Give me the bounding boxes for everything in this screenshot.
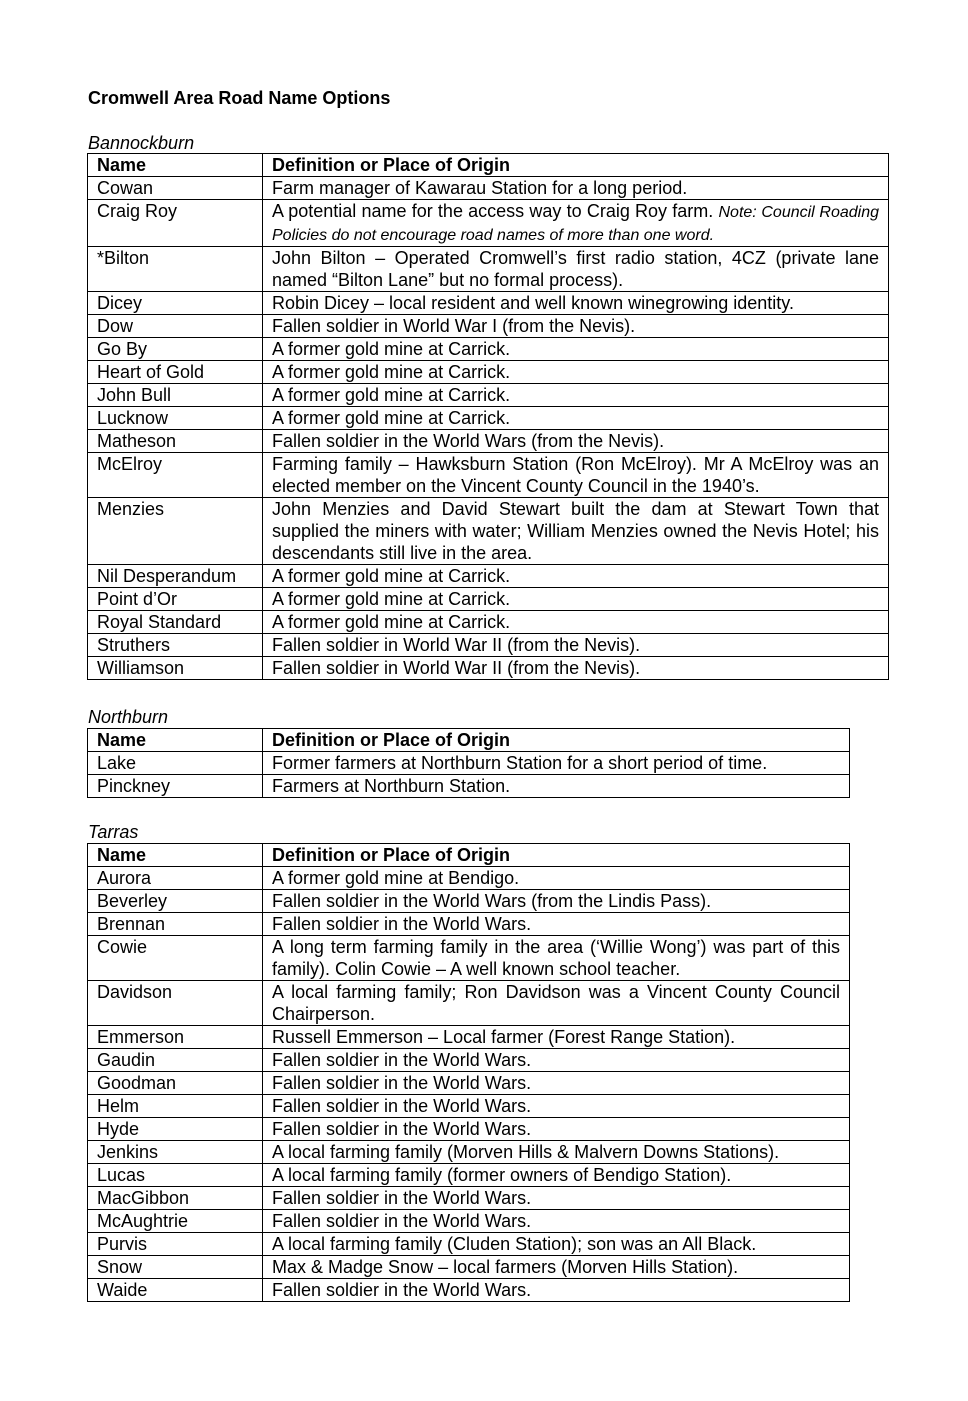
road-name-cell: Point d’Or xyxy=(88,588,263,611)
definition-cell xyxy=(263,498,889,565)
definition-cell xyxy=(263,1141,850,1164)
definition-text: Max & Madge Snow – local farmers (Morven Hills Station). xyxy=(272,1257,739,1277)
road-name-cell: Snow xyxy=(88,1256,263,1279)
section-label-bannockburn: Bannockburn xyxy=(88,133,195,153)
definition-text: A potential name for the access way to Craig Roy farm. xyxy=(272,201,714,221)
road-name-cell: Royal Standard xyxy=(88,611,263,634)
table-row xyxy=(88,1095,850,1118)
table-row xyxy=(88,1210,850,1233)
table-row xyxy=(88,611,889,634)
definition-text: Fallen soldier in the World Wars (from the Nevis). xyxy=(272,431,665,451)
definition-text: Fallen soldier in the World Wars. xyxy=(272,1280,532,1300)
definition-text: Fallen soldier in the World Wars (from the Lindis Pass). xyxy=(272,891,712,911)
table-row xyxy=(88,247,889,292)
table-row xyxy=(88,752,850,775)
road-name-cell: Williamson xyxy=(88,657,263,680)
definition-text: Former farmers at Northburn Station for a short period of time. xyxy=(272,753,768,773)
table-row xyxy=(88,1026,850,1049)
table-header-row xyxy=(88,729,850,752)
definition-text: Fallen soldier in the World Wars. xyxy=(272,1096,532,1116)
table-row xyxy=(88,430,889,453)
table-row xyxy=(88,1256,850,1279)
table-row xyxy=(88,1049,850,1072)
road-name-cell: Menzies xyxy=(88,498,263,565)
definition-cell xyxy=(263,1164,850,1187)
definition-cell xyxy=(263,338,889,361)
table-row xyxy=(88,588,889,611)
definition-text: John Menzies and David Stewart built the dam at Stewart Town that supplied the miners with water; William Menzies owned the Nevis Hotel; his descendants still live in the area. xyxy=(272,499,879,563)
road-name-cell: Matheson xyxy=(88,430,263,453)
column-header-definition: Definition or Place of Origin xyxy=(263,729,850,752)
road-name-cell: Lucas xyxy=(88,1164,263,1187)
definition-text: Fallen soldier in World War I (from the Nevis). xyxy=(272,316,636,336)
table-row xyxy=(88,1072,850,1095)
road-name-cell: John Bull xyxy=(88,384,263,407)
table-northburn xyxy=(87,728,850,798)
road-name-cell: Lake xyxy=(88,752,263,775)
policy-note: Note: Council Roading Policies do not encourage road names of more than one word. xyxy=(272,204,879,244)
definition-cell xyxy=(263,247,889,292)
table-row xyxy=(88,361,889,384)
definition-cell xyxy=(263,775,850,798)
definition-text: Fallen soldier in the World Wars. xyxy=(272,1188,532,1208)
road-name-cell: McAughtrie xyxy=(88,1210,263,1233)
definition-cell xyxy=(263,1118,850,1141)
table-tarras xyxy=(87,843,850,1302)
table-row xyxy=(88,1118,850,1141)
definition-cell xyxy=(263,1026,850,1049)
road-name-cell: Lucknow xyxy=(88,407,263,430)
definition-text: A former gold mine at Carrick. xyxy=(272,339,511,359)
table-row xyxy=(88,890,850,913)
definition-text: A former gold mine at Carrick. xyxy=(272,408,511,428)
definition-cell xyxy=(263,1095,850,1118)
definition-text: Fallen soldier in the World Wars. xyxy=(272,1050,532,1070)
definition-text: Farmers at Northburn Station. xyxy=(272,776,511,796)
definition-text: A former gold mine at Bendigo. xyxy=(272,868,520,888)
table-row xyxy=(88,1233,850,1256)
section-label-tarras: Tarras xyxy=(88,822,139,842)
definition-cell xyxy=(263,752,850,775)
table-row xyxy=(88,565,889,588)
road-name-cell: Helm xyxy=(88,1095,263,1118)
road-name-cell: Waide xyxy=(88,1279,263,1302)
table-row xyxy=(88,1141,850,1164)
definition-cell xyxy=(263,565,889,588)
road-name-cell: Heart of Gold xyxy=(88,361,263,384)
definition-cell xyxy=(263,1210,850,1233)
definition-cell xyxy=(263,315,889,338)
definition-text: Farm manager of Kawarau Station for a long period. xyxy=(272,178,688,198)
definition-text: A former gold mine at Carrick. xyxy=(272,385,511,405)
definition-cell xyxy=(263,1279,850,1302)
table-row xyxy=(88,498,889,565)
table-header-row xyxy=(88,844,850,867)
road-name-cell: Goodman xyxy=(88,1072,263,1095)
definition-cell xyxy=(263,588,889,611)
road-name-cell: Aurora xyxy=(88,867,263,890)
definition-cell xyxy=(263,1049,850,1072)
road-name-cell: *Bilton xyxy=(88,247,263,292)
table-row xyxy=(88,177,889,200)
definition-text: A local farming family; Ron Davidson was a Vincent County Council Chairperson. xyxy=(272,982,840,1024)
table-bannockburn xyxy=(87,153,889,680)
definition-cell xyxy=(263,407,889,430)
table-row xyxy=(88,200,889,247)
table-row xyxy=(88,407,889,430)
definition-cell xyxy=(263,890,850,913)
definition-cell xyxy=(263,867,850,890)
definition-cell xyxy=(263,361,889,384)
definition-cell xyxy=(263,292,889,315)
definition-text: Fallen soldier in the World Wars. xyxy=(272,1073,532,1093)
table-row xyxy=(88,384,889,407)
definition-cell xyxy=(263,177,889,200)
road-name-cell: Struthers xyxy=(88,634,263,657)
document-title: Cromwell Area Road Name Options xyxy=(88,88,391,108)
definition-text: A local farming family (Cluden Station); son was an All Black. xyxy=(272,1234,757,1254)
table-row xyxy=(88,338,889,361)
definition-cell xyxy=(263,384,889,407)
table-header-row xyxy=(88,154,889,177)
definition-cell xyxy=(263,611,889,634)
column-header-name: Name xyxy=(88,729,263,752)
definition-text: Robin Dicey – local resident and well known winegrowing identity. xyxy=(272,293,794,313)
definition-text: Fallen soldier in the World Wars. xyxy=(272,1119,532,1139)
road-name-cell: Hyde xyxy=(88,1118,263,1141)
definition-text: A long term farming family in the area (‘Willie Wong’) was part of this family). Colin Cowie – A well known school teacher. xyxy=(272,937,840,979)
road-name-cell: Brennan xyxy=(88,913,263,936)
definition-cell xyxy=(263,200,889,247)
definition-text: A former gold mine at Carrick. xyxy=(272,612,511,632)
definition-text: A local farming family (former owners of Bendigo Station). xyxy=(272,1165,732,1185)
section-label-northburn: Northburn xyxy=(88,707,169,727)
definition-cell xyxy=(263,981,850,1026)
definition-cell xyxy=(263,453,889,498)
road-name-cell: Jenkins xyxy=(88,1141,263,1164)
road-name-cell: Cowan xyxy=(88,177,263,200)
definition-cell xyxy=(263,1072,850,1095)
table-row xyxy=(88,634,889,657)
definition-text: John Bilton – Operated Cromwell’s first radio station, 4CZ (private lane named “Bilton Lane” but no formal process). xyxy=(272,248,879,290)
column-header-name: Name xyxy=(88,154,263,177)
definition-text: Fallen soldier in the World Wars. xyxy=(272,914,532,934)
table-row xyxy=(88,453,889,498)
definition-text: Fallen soldier in World War II (from the Nevis). xyxy=(272,635,641,655)
road-name-cell: Pinckney xyxy=(88,775,263,798)
definition-cell xyxy=(263,1187,850,1210)
definition-cell xyxy=(263,936,850,981)
definition-text: Fallen soldier in World War II (from the Nevis). xyxy=(272,658,641,678)
definition-text: Russell Emmerson – Local farmer (Forest Range Station). xyxy=(272,1027,736,1047)
table-row xyxy=(88,936,850,981)
table-row xyxy=(88,657,889,680)
road-name-cell: McElroy xyxy=(88,453,263,498)
road-name-cell: Cowie xyxy=(88,936,263,981)
definition-text: Farming family – Hawksburn Station (Ron McElroy). Mr A McElroy was an elected member on the Vincent County Council in the 1940’s. xyxy=(272,454,879,496)
definition-cell xyxy=(263,913,850,936)
column-header-definition: Definition or Place of Origin xyxy=(263,154,889,177)
definition-text: A former gold mine at Carrick. xyxy=(272,362,511,382)
road-name-cell: Davidson xyxy=(88,981,263,1026)
definition-cell xyxy=(263,657,889,680)
table-row xyxy=(88,981,850,1026)
definition-cell xyxy=(263,1233,850,1256)
table-row xyxy=(88,775,850,798)
definition-cell xyxy=(263,634,889,657)
definition-text: Fallen soldier in the World Wars. xyxy=(272,1211,532,1231)
column-header-name: Name xyxy=(88,844,263,867)
road-name-cell: Gaudin xyxy=(88,1049,263,1072)
definition-cell xyxy=(263,430,889,453)
table-row xyxy=(88,1279,850,1302)
column-header-definition: Definition or Place of Origin xyxy=(263,844,850,867)
road-name-cell: Go By xyxy=(88,338,263,361)
definition-text: A former gold mine at Carrick. xyxy=(272,589,511,609)
table-row xyxy=(88,867,850,890)
table-row xyxy=(88,1187,850,1210)
table-row xyxy=(88,913,850,936)
table-row xyxy=(88,292,889,315)
table-row xyxy=(88,315,889,338)
definition-cell xyxy=(263,1256,850,1279)
road-name-cell: Craig Roy xyxy=(88,200,263,247)
road-name-cell: Beverley xyxy=(88,890,263,913)
definition-text: A former gold mine at Carrick. xyxy=(272,566,511,586)
road-name-cell: Emmerson xyxy=(88,1026,263,1049)
definition-text: A local farming family (Morven Hills & Malvern Downs Stations). xyxy=(272,1142,780,1162)
road-name-cell: Purvis xyxy=(88,1233,263,1256)
table-row xyxy=(88,1164,850,1187)
road-name-cell: Dow xyxy=(88,315,263,338)
road-name-cell: MacGibbon xyxy=(88,1187,263,1210)
road-name-cell: Dicey xyxy=(88,292,263,315)
road-name-cell: Nil Desperandum xyxy=(88,565,263,588)
